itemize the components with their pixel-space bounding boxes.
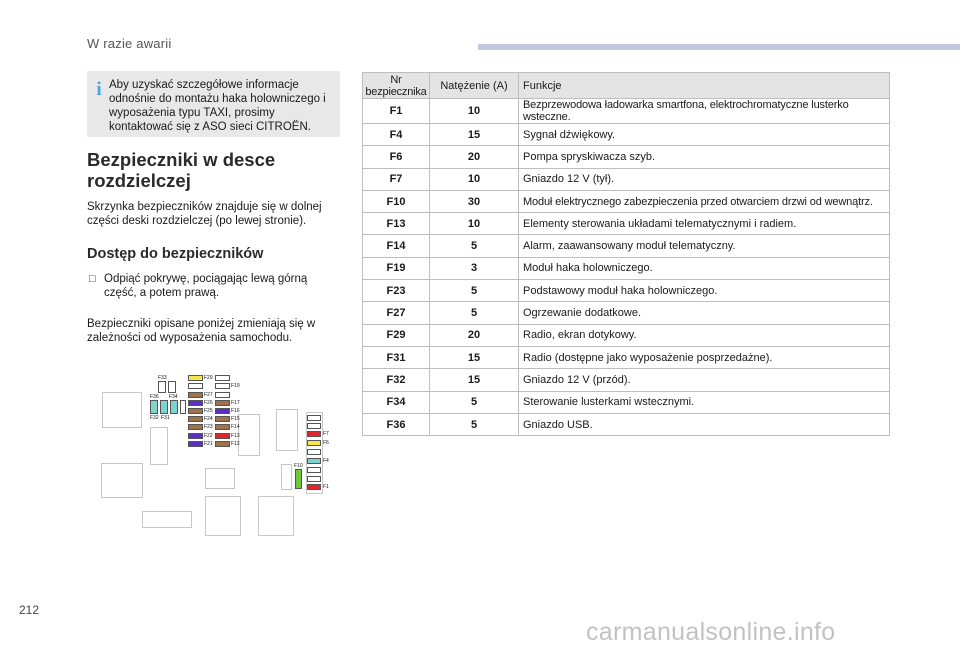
table-row xyxy=(363,369,890,391)
diagram-block xyxy=(101,463,143,498)
table-row xyxy=(363,391,890,413)
fuse xyxy=(215,375,230,381)
diagram-block xyxy=(142,511,192,528)
table-row xyxy=(363,324,890,346)
fuse-amperage: 3 xyxy=(430,257,519,279)
paragraph-variation: Bezpieczniki opisane poniżej zmieniają się w zależności od wyposażenia samochodu. xyxy=(87,318,316,344)
diagram-block xyxy=(102,392,142,428)
diagram-block xyxy=(150,427,168,465)
fuse-f1 xyxy=(307,484,321,490)
fuse-number: F13 xyxy=(363,213,430,235)
fuse-amperage: 5 xyxy=(430,280,519,302)
fuse-amperage: 10 xyxy=(430,168,519,190)
fuse-label: F29 xyxy=(204,375,213,381)
info-text: Aby uzyskać szczegółowe informacje odnośnie do montażu haka holowniczego i wyposażenia typu TAXI, prosimy kontaktować się z ASO sieci CITROËN. xyxy=(109,79,326,133)
fuse-label: F12 xyxy=(231,441,240,447)
fuse xyxy=(168,381,176,393)
paragraph-location: Skrzynka bezpieczników znajduje się w dolnej części deski rozdzielczej (po lewej stronie). xyxy=(87,201,322,227)
fuse-number: F36 xyxy=(363,413,430,435)
fuse-label: F7 xyxy=(323,431,329,437)
fuse-number: F32 xyxy=(363,369,430,391)
fuse-number: F19 xyxy=(363,257,430,279)
fuse-function: Gniazdo 12 V (tył). xyxy=(519,168,890,190)
fuse-function: Bezprzewodowa ładowarka smartfona, elektrochromatyczne lusterko wsteczne. xyxy=(519,99,890,124)
fuse-f26 xyxy=(188,400,203,406)
fuse-label: F34 xyxy=(169,394,178,400)
fuse-amperage: 30 xyxy=(430,190,519,212)
fuse xyxy=(180,400,186,414)
table-row xyxy=(363,302,890,324)
fuse-f10 xyxy=(295,469,302,489)
table-row xyxy=(363,413,890,435)
fuse-f29 xyxy=(188,375,203,381)
fuse-amperage: 15 xyxy=(430,124,519,146)
fuse-amperage: 15 xyxy=(430,369,519,391)
info-icon: i xyxy=(96,79,102,100)
watermark: carmanualsonline.info xyxy=(586,618,836,646)
fuse xyxy=(215,392,230,398)
fuse-f14 xyxy=(215,424,230,430)
fuse-f7 xyxy=(307,431,321,437)
table-row xyxy=(363,168,890,190)
fuse-function: Gniazdo USB. xyxy=(519,413,890,435)
table-row xyxy=(363,346,890,368)
fuse-label: F25 xyxy=(204,408,213,414)
fuse-label: F33 xyxy=(158,375,167,381)
fuse-label: F19 xyxy=(231,383,240,389)
fuse-number: F27 xyxy=(363,302,430,324)
fuse-function: Podstawowy moduł haka holowniczego. xyxy=(519,280,890,302)
table-header-row xyxy=(363,73,890,99)
fuse xyxy=(307,449,321,455)
fuse-f36 xyxy=(150,400,158,414)
fuse-f19 xyxy=(215,383,230,389)
diagram-block xyxy=(276,409,298,451)
fuse-number: F7 xyxy=(363,168,430,190)
fuse-number: F34 xyxy=(363,391,430,413)
diagram-block xyxy=(238,414,260,456)
fuse-number: F29 xyxy=(363,324,430,346)
table-row xyxy=(363,146,890,168)
fuse-amperage: 5 xyxy=(430,413,519,435)
fuse-number: F1 xyxy=(363,99,430,124)
fuse xyxy=(307,476,321,482)
step-marker-icon: □ xyxy=(89,273,96,285)
fuse-label: F4 xyxy=(323,458,329,464)
fuse-f27 xyxy=(188,392,203,398)
fuse-f4 xyxy=(307,458,321,464)
fuse-amperage: 5 xyxy=(430,235,519,257)
fuse-label: F13 xyxy=(231,433,240,439)
fuse-amperage: 5 xyxy=(430,391,519,413)
fuse-function: Moduł elektrycznego zabezpieczenia przed otwarciem drzwi od wewnątrz. xyxy=(519,190,890,212)
table-row xyxy=(363,99,890,124)
fuse-number: F10 xyxy=(363,190,430,212)
fuse-function: Ogrzewanie dodatkowe. xyxy=(519,302,890,324)
fuse-label: F26 xyxy=(204,400,213,406)
fuse-f6 xyxy=(307,440,321,446)
fuse-amperage: 10 xyxy=(430,99,519,124)
fuse-label: F10 xyxy=(294,463,303,469)
fuse-function: Sygnał dźwiękowy. xyxy=(519,124,890,146)
table-row xyxy=(363,124,890,146)
fuse-f16 xyxy=(215,408,230,414)
fuse xyxy=(307,467,321,473)
fuse xyxy=(307,415,321,421)
col-header-function: Funkcje xyxy=(519,73,890,99)
fuse-f12 xyxy=(215,441,230,447)
fuse-amperage: 20 xyxy=(430,324,519,346)
col-header-amperage: Natężenie (A) xyxy=(430,73,519,99)
col-header-fuse: Nr bezpiecznika xyxy=(363,73,430,99)
diagram-block xyxy=(258,496,294,536)
fuse-function: Gniazdo 12 V (przód). xyxy=(519,369,890,391)
diagram-block xyxy=(205,496,241,536)
fuse-function: Sterowanie lusterkami wstecznymi. xyxy=(519,391,890,413)
fuse-box-diagram xyxy=(95,368,345,543)
table-row xyxy=(363,213,890,235)
fuse xyxy=(307,423,321,429)
fuse-function: Radio (dostępne jako wyposażenie posprzedażne). xyxy=(519,346,890,368)
fuse-label: F32 xyxy=(150,415,159,421)
table-row xyxy=(363,257,890,279)
table-row xyxy=(363,190,890,212)
fuse-f21 xyxy=(188,441,203,447)
fuse-label: F21 xyxy=(204,441,213,447)
fuse-amperage: 10 xyxy=(430,213,519,235)
fuse-label: F23 xyxy=(204,424,213,430)
fuse-number: F14 xyxy=(363,235,430,257)
fuse-label: F27 xyxy=(204,392,213,398)
header-bar xyxy=(478,44,960,50)
fuse-function: Pompa spryskiwacza szyb. xyxy=(519,146,890,168)
heading-access: Dostęp do bezpieczników xyxy=(87,246,264,262)
heading-fuses-dashboard: Bezpieczniki w desce rozdzielczej xyxy=(87,149,276,191)
fuse-f24 xyxy=(188,416,203,422)
fuse-amperage: 5 xyxy=(430,302,519,324)
fuse-function: Moduł haka holowniczego. xyxy=(519,257,890,279)
fuse-function: Elementy sterowania układami telematycznymi i radiem. xyxy=(519,213,890,235)
fuse xyxy=(170,400,178,414)
fuse-f25 xyxy=(188,408,203,414)
fuse-label: F17 xyxy=(231,400,240,406)
fuse-f13 xyxy=(215,433,230,439)
fuse-label: F6 xyxy=(323,440,329,446)
table-row xyxy=(363,235,890,257)
fuse-label: F36 xyxy=(150,394,159,400)
fuse-f15 xyxy=(215,416,230,422)
fuse-table xyxy=(362,72,890,436)
fuse-number: F6 xyxy=(363,146,430,168)
fuse-f33 xyxy=(158,381,166,393)
fuse-function: Radio, ekran dotykowy. xyxy=(519,324,890,346)
fuse-label: F16 xyxy=(231,408,240,414)
section-title: W razie awarii xyxy=(87,36,172,51)
fuse-f34 xyxy=(160,400,168,414)
fuse-number: F23 xyxy=(363,280,430,302)
diagram-block xyxy=(205,468,235,489)
fuse-label: F15 xyxy=(231,416,240,422)
fuse-label: F14 xyxy=(231,424,240,430)
fuse-number: F31 xyxy=(363,346,430,368)
step-text: Odpiąć pokrywę, pociągając lewą górną część, a potem prawą. xyxy=(104,273,308,299)
page-number: 212 xyxy=(19,603,40,617)
fuse-label: F22 xyxy=(204,433,213,439)
fuse-label: F24 xyxy=(204,416,213,422)
table-row xyxy=(363,280,890,302)
fuse-f23 xyxy=(188,424,203,430)
fuse-number: F4 xyxy=(363,124,430,146)
fuse-label: F31 xyxy=(161,415,170,421)
fuse-function: Alarm, zaawansowany moduł telematyczny. xyxy=(519,235,890,257)
diagram-block xyxy=(281,464,292,490)
fuse xyxy=(188,383,203,389)
fuse-amperage: 20 xyxy=(430,146,519,168)
fuse-f17 xyxy=(215,400,230,406)
fuse-amperage: 15 xyxy=(430,346,519,368)
fuse-label: F1 xyxy=(323,484,329,490)
info-box xyxy=(87,71,340,137)
fuse-f22 xyxy=(188,433,203,439)
